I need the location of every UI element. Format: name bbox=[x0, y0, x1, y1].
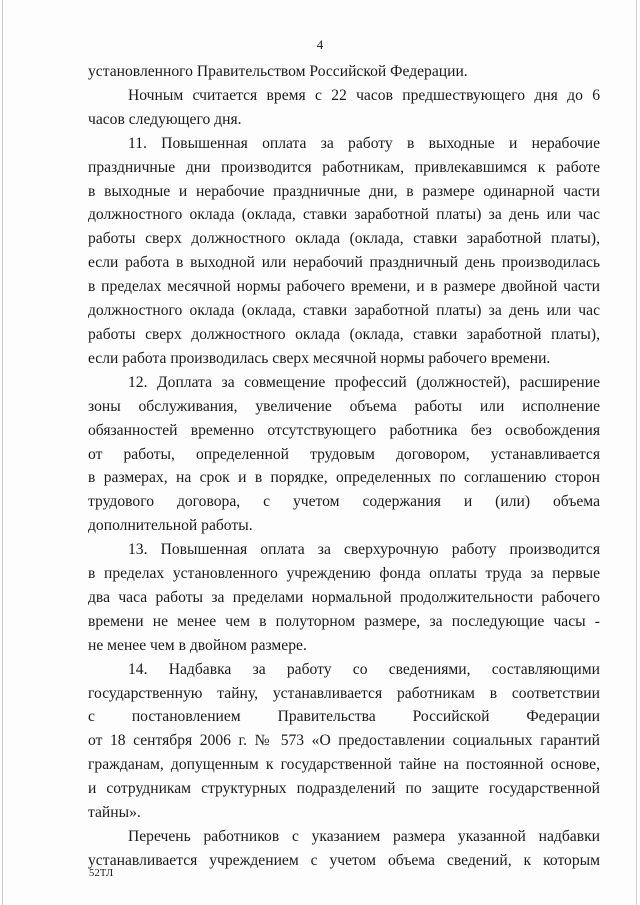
text-line: Ночным считается время с 22 часов предшествующего дня до 6 bbox=[128, 86, 600, 104]
text-line: если работа в выходной или нерабочий праздничный день производилась bbox=[88, 254, 600, 272]
text-line: в пределах месячной нормы рабочего времени, и в размере двойной части bbox=[88, 278, 600, 296]
text-line: тайны». bbox=[88, 804, 141, 822]
text-line: от 18 сентября 2006 г. № 573 «О предоставлении социальных гарантий bbox=[88, 732, 600, 750]
text-line: 13. Повышенная оплата за сверхурочную работу производится bbox=[128, 541, 600, 559]
text-line: 11. Повышенная оплата за работу в выходные и нерабочие bbox=[128, 134, 600, 152]
text-line: 12. Доплата за совмещение профессий (должностей), расширение bbox=[128, 373, 600, 391]
document-body bbox=[88, 60, 600, 873]
text-line: если работа производилась сверх месячной нормы рабочего времени. bbox=[88, 349, 551, 367]
text-line: в выходные и нерабочие праздничные дни, в размере одинарной части bbox=[88, 182, 600, 200]
page-number: 4 bbox=[316, 37, 324, 52]
scan-edge-left bbox=[2, 0, 3, 905]
text-line: от работы, определенной трудовым договором, устанавливается bbox=[88, 445, 600, 463]
text-line: устанавливается учреждением с учетом объема сведений, к которым bbox=[88, 851, 600, 869]
text-line: Перечень работников с указанием размера указанной надбавки bbox=[128, 828, 600, 845]
text-line: должностного оклада (оклада, ставки заработной платы) за день или час bbox=[88, 302, 600, 320]
text-line: работы сверх должностного оклада (оклада, ставки заработной платы), bbox=[88, 230, 600, 248]
text-line: государственную тайну, устанавливается работникам в соответствии bbox=[88, 684, 600, 702]
paragraph bbox=[88, 132, 600, 371]
text-line: гражданам, допущенным к государственной тайне на постоянной основе, bbox=[88, 756, 600, 774]
text-line: в размерах, на срок и в порядке, определенных по соглашению сторон bbox=[88, 469, 600, 487]
text-line: трудового договора, с учетом содержания и (или) объема bbox=[88, 493, 600, 511]
scan-edge-right bbox=[636, 0, 637, 905]
text-line: часов следующего дня. bbox=[88, 110, 242, 128]
paragraph bbox=[88, 60, 600, 84]
text-line: зоны обслуживания, увеличение объема работы или исполнение bbox=[88, 397, 600, 415]
paragraph bbox=[88, 538, 600, 658]
text-line: 14. Надбавка за работу со сведениями, составляющими bbox=[128, 660, 600, 678]
text-line: времени не менее чем в полуторном размере, за последующие часы - bbox=[88, 612, 600, 630]
text-line: в пределах установленного учреждению фонда оплаты труда за первые bbox=[88, 565, 600, 583]
text-line: обязанностей временно отсутствующего работника без освобождения bbox=[88, 421, 600, 439]
text-line: установленного Правительством Российской Федерации. bbox=[88, 63, 468, 80]
paragraph bbox=[88, 825, 600, 873]
document-footer-code: 52ТЛ bbox=[89, 868, 114, 879]
text-line: дополнительной работы. bbox=[88, 517, 253, 535]
paragraph bbox=[88, 658, 600, 825]
text-line: не менее чем в двойном размере. bbox=[88, 636, 307, 654]
paragraph bbox=[88, 84, 600, 132]
paragraph bbox=[88, 371, 600, 538]
text-line: и сотрудникам структурных подразделений по защите государственной bbox=[88, 780, 600, 798]
text-line: должностного оклада (оклада, ставки заработной платы) за день или час bbox=[88, 206, 600, 224]
text-line: работы сверх должностного оклада (оклада, ставки заработной платы), bbox=[88, 325, 600, 343]
text-line: с постановлением Правительства Российской Федерации bbox=[88, 708, 600, 726]
text-line: два часа работы за пределами нормальной продолжительности рабочего bbox=[88, 588, 600, 606]
text-line: праздничные дни производится работникам, привлекавшимся к работе bbox=[88, 158, 600, 176]
